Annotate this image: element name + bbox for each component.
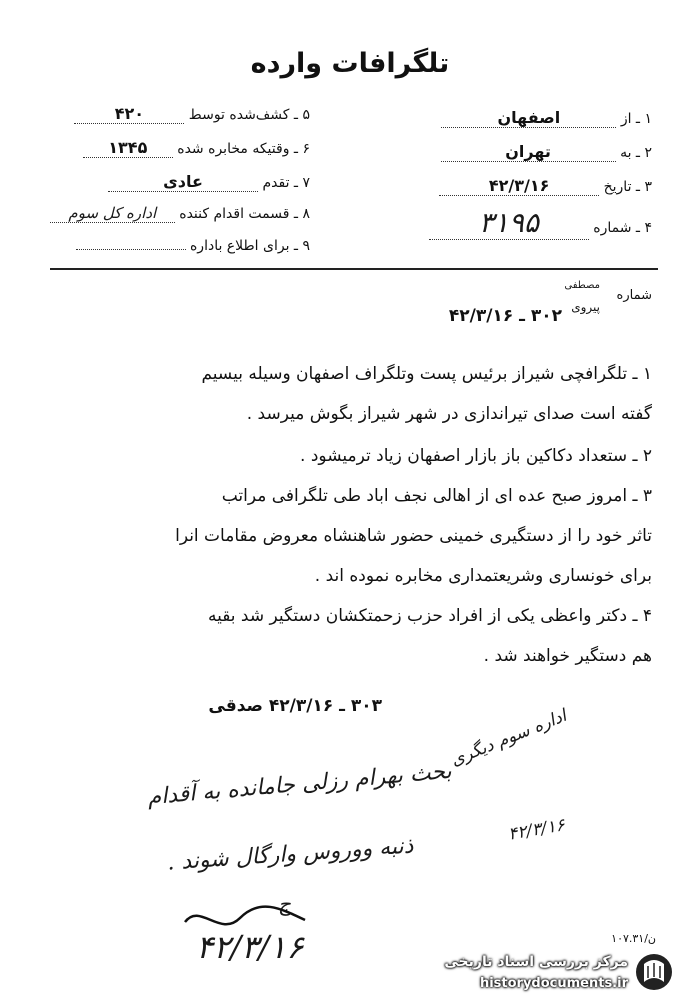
body-line: گفته است صدای تیراندازی در شهر شیراز بگوش میرسد . (246, 404, 652, 424)
field-to-value: تهران (505, 142, 551, 161)
body-line: ۳ ـ امروز صبح عده ای از اهالی نجف اباد طی تلگرافی مراتب (221, 486, 652, 506)
handwritten-date-right: ۴۲/۳/۱۶ (506, 815, 567, 845)
field-action-dept-value: اداره کل سوم (68, 204, 157, 222)
field-number (382, 206, 652, 240)
field-priority-label: ۷ ـ تقدم (262, 175, 310, 191)
ref-sender-top: مصطفی (564, 280, 600, 291)
signature-date: ۴۲/۳/۱۶ (196, 928, 304, 966)
document-title: تلگرافات وارده (250, 48, 450, 79)
body-line: هم دستگیر خواهند شد . (483, 646, 652, 666)
watermark-url: historydocuments.ir (479, 976, 628, 991)
body-line: برای خونساری وشریعتمداری مخابره نموده اند . (314, 566, 652, 586)
ref-line: ۳۰۲ ـ ۴۲/۳/۱۶ (448, 306, 562, 326)
field-priority (40, 172, 310, 192)
body-line: ۴ ـ دکتر واعظی یکی از افراد حزب زحمتکشان دستگیر شد بقیه (207, 606, 652, 626)
field-number-value: ۳۱۹۵ (478, 206, 539, 239)
header-divider (50, 268, 658, 270)
watermark-title: مرکز بررسی اسناد تاریخی (444, 954, 628, 970)
ref-sender-bottom: پیروی (571, 300, 600, 314)
handwritten-note-right: اداره سوم دیگری (448, 705, 570, 771)
field-to-label: ۲ ـ به (620, 145, 652, 161)
field-action-dept-label: ۸ ـ قسمت اقدام کننده (179, 206, 310, 222)
field-inform-dept-label: ۹ ـ برای اطلاع باداره (189, 238, 310, 254)
field-sent-time-value: ۱۳۴۵ (108, 138, 148, 157)
closing-line: ۳۰۳ ـ ۴۲/۳/۱۶ صدقی (208, 696, 382, 716)
field-sent-time-label: ۶ ـ وقتیکه مخابره شده (177, 141, 310, 157)
field-inform-dept (40, 238, 310, 254)
field-sent-time (40, 138, 310, 158)
field-date-label: ۳ ـ تاریخ (603, 179, 652, 195)
form-code: ن/۱۰۷.۳۱ (611, 932, 656, 945)
body-line: ۲ ـ ستعداد دکاکین باز بازار اصفهان زیاد ترمیشود . (300, 446, 652, 466)
field-to (382, 142, 652, 162)
signature-mark: ج (278, 892, 291, 916)
field-decoded-by (40, 104, 310, 124)
ref-label: شماره (616, 288, 652, 303)
handwritten-note-line2: ذنبه ووروس وارگال شوند . (166, 833, 415, 876)
handwritten-note-line1: بحث بهرام رزلی جامانده به آقدام (146, 758, 453, 811)
field-number-label: ۴ ـ شماره (593, 220, 652, 236)
field-decoded-by-value: ۴۲۰ (114, 104, 144, 123)
field-from (382, 108, 652, 128)
body-line: ۱ ـ تلگرافچی شیراز برئیس پست وتلگراف اصفهان وسیله بیسیم (201, 364, 652, 384)
field-priority-value: عادی (163, 172, 203, 191)
field-date (382, 176, 652, 196)
field-from-value: اصفهان (497, 108, 561, 127)
field-from-label: ۱ ـ از (620, 111, 652, 127)
field-decoded-by-label: ۵ ـ کشف‌شده توسط (188, 107, 310, 123)
body-line: تاثر خود را از دستگیری خمینی حضور شاهنشاه معروض مقامات انرا (175, 526, 652, 546)
field-date-value: ۴۲/۳/۱۶ (488, 176, 550, 195)
archive-logo-icon (634, 950, 674, 994)
field-action-dept (40, 204, 310, 223)
